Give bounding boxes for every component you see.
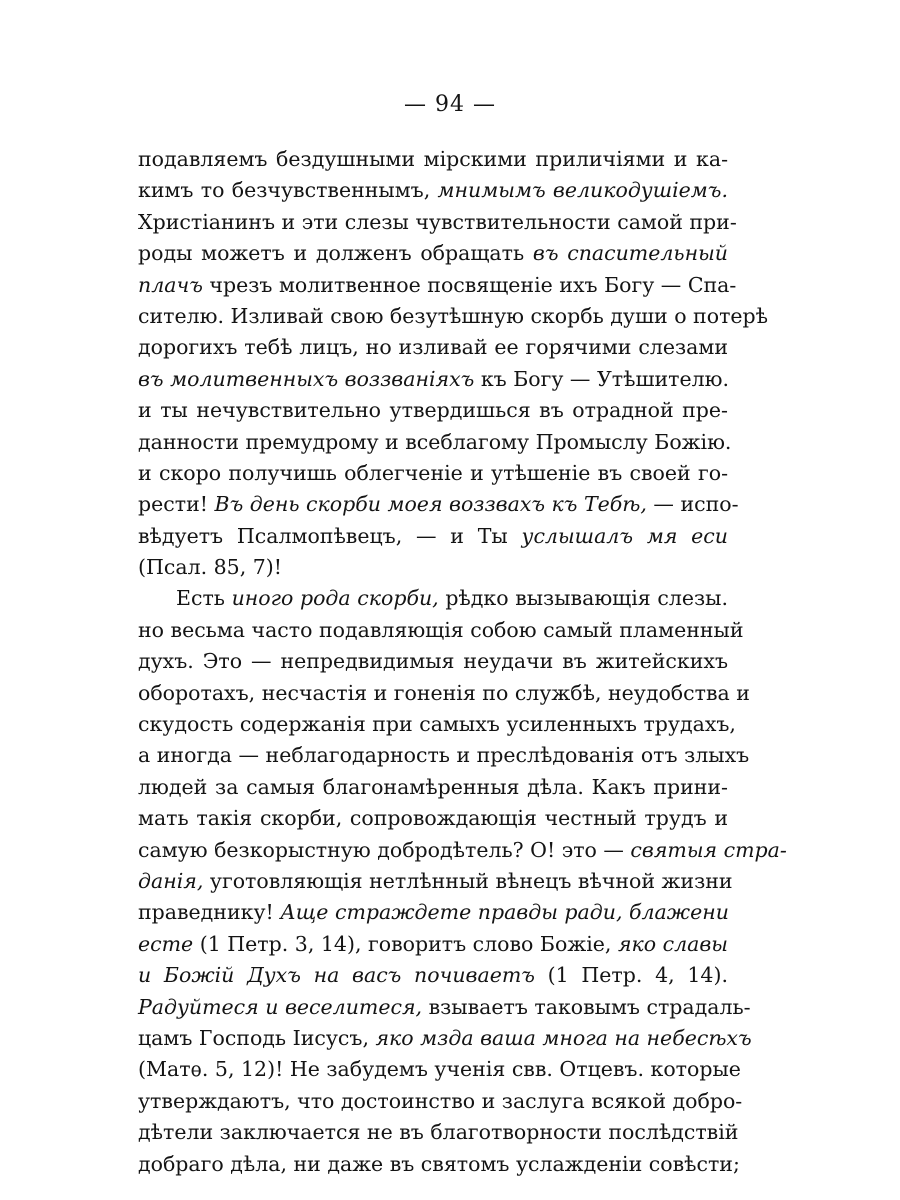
text-run: къ Богу — Утѣшителю. — [474, 366, 730, 391]
text-line — [138, 364, 728, 395]
italic-text: яко славы — [617, 931, 729, 956]
text-line — [138, 301, 769, 332]
text-run: праведнику! — [138, 900, 281, 925]
text-line — [138, 238, 728, 269]
text-run: рѣдко вызывающія слезы. — [438, 586, 728, 611]
text-run: (Псал. 85, 7)! — [138, 555, 283, 580]
text-line — [138, 709, 736, 740]
italic-text: есте — [138, 931, 194, 956]
text-line — [138, 1117, 739, 1148]
text-run: мать такія скорби, сопровождающія честный трудъ и — [138, 806, 728, 831]
text-run: людей за самыя благонамѣренныя дѣла. Какъ прини- — [138, 774, 728, 799]
text-run: Христіанинъ и эти слезы чувствительности самой при- — [138, 209, 737, 234]
text-run: а иногда — неблагодарность и преслѣдованія отъ злыхъ — [138, 743, 750, 768]
text-run: дѣтели заключается не въ благотворности послѣдствій — [138, 1120, 739, 1145]
text-run: сителю. Изливай свою безутѣшную скорбь души о потерѣ — [138, 303, 769, 328]
text-line — [138, 583, 728, 614]
text-run: вѣдуетъ Псалмопѣвецъ, — и Ты — [138, 523, 522, 548]
text-run: кимъ то безчувственнымъ, — [138, 178, 438, 203]
italic-text: Аще страждете правды ради, блажени — [280, 900, 729, 925]
text-line — [138, 803, 728, 834]
text-run: цамъ Господь Іисусъ, — [138, 1025, 376, 1050]
text-line — [138, 395, 728, 426]
text-line — [138, 1023, 752, 1054]
text-run: дорогихъ тебѣ лицъ, но изливай ее горячими слезами — [138, 335, 728, 360]
italic-text: данія, — [138, 868, 204, 893]
text-run: Есть — [176, 586, 232, 611]
text-line — [138, 552, 728, 583]
text-line — [138, 521, 728, 552]
text-run: утверждаютъ, что достоинство и заслуга всякой добро- — [138, 1088, 743, 1113]
text-line — [138, 866, 733, 897]
text-run: (1 Петр. 4, 14). — [534, 963, 728, 988]
text-run: и ты нечувствительно утвердишься въ отрадной пре- — [138, 398, 728, 423]
text-line — [138, 332, 728, 363]
text-line — [138, 175, 728, 206]
text-line — [138, 270, 737, 301]
italic-text: въ молитвенныхъ воззваніяхъ — [138, 366, 475, 391]
text-line — [138, 427, 732, 458]
text-run: чрезъ молитвенное посвященіе ихъ Богу — Спа- — [202, 272, 737, 297]
italic-text: и Божій Духъ на васъ почиваетъ — [138, 963, 535, 988]
text-run: (1 Петр. 3, 14), говоритъ слово Божіе, — [193, 931, 618, 956]
text-line — [138, 1086, 743, 1117]
text-run: роды можетъ и долженъ обращать — [138, 241, 533, 266]
text-run: рести! — [138, 492, 215, 517]
text-run: оборотахъ, несчастія и гоненія по службѣ, неудобства и — [138, 680, 750, 705]
text-run: данности премудрому и всеблагому Промыслу Божію. — [138, 429, 732, 454]
text-line — [138, 207, 737, 238]
text-line — [138, 489, 739, 520]
text-line — [138, 458, 728, 489]
text-line — [138, 960, 728, 991]
italic-text: въ спасительный — [532, 241, 728, 266]
text-line — [138, 929, 728, 960]
italic-text: услышалъ мя еси — [521, 523, 728, 548]
italic-text: святыя стра- — [630, 837, 787, 862]
text-run: скудость содержанія при самыхъ усиленныхъ трудахъ, — [138, 712, 736, 737]
text-run: (Матѳ. 5, 12)! Не забудемъ ученія свв. Отцевъ. которые — [138, 1057, 741, 1082]
text-run: — испо- — [646, 492, 739, 517]
page-number: — 94 — — [404, 92, 496, 117]
text-line — [138, 1054, 741, 1085]
text-run: взываетъ таковымъ страдаль- — [422, 994, 751, 1019]
text-line — [138, 772, 728, 803]
text-line — [138, 615, 744, 646]
text-line — [138, 897, 728, 928]
text-run: самую безкорыстную добродѣтель? О! это — — [138, 837, 631, 862]
body-text — [138, 144, 787, 1180]
text-line — [138, 646, 728, 677]
italic-text: яко мзда ваша многа на небесѣхъ — [375, 1025, 752, 1050]
text-line — [138, 144, 728, 175]
italic-text: плачъ — [138, 272, 203, 297]
text-run: подавляемъ бездушными мірскими приличіями и ка- — [138, 147, 728, 171]
text-run: добраго дѣла, ни даже въ святомъ услажденіи совѣсти; — [138, 1151, 740, 1176]
text-run: духъ. Это — непредвидимыя неудачи въ житейскихъ — [138, 649, 728, 674]
text-line — [138, 678, 750, 709]
italic-text: мнимымъ великодушіемъ. — [437, 178, 728, 203]
italic-text: Въ день скорби моея воззвахъ къ Тебѣ, — [214, 492, 647, 517]
italic-text: иного рода скорби, — [231, 586, 439, 611]
text-run: но весьма часто подавляющія собою самый пламенный — [138, 617, 744, 642]
italic-text: Радуйтеся и веселитеся, — [138, 994, 423, 1019]
text-line — [138, 740, 750, 771]
text-line — [138, 992, 751, 1023]
text-line — [138, 1149, 740, 1180]
text-run: и скоро получишь облегченіе и утѣшеніе въ своей го- — [138, 460, 728, 485]
text-line — [138, 835, 787, 866]
text-run: уготовляющія нетлѣнный вѣнецъ вѣчной жизни — [203, 868, 733, 893]
